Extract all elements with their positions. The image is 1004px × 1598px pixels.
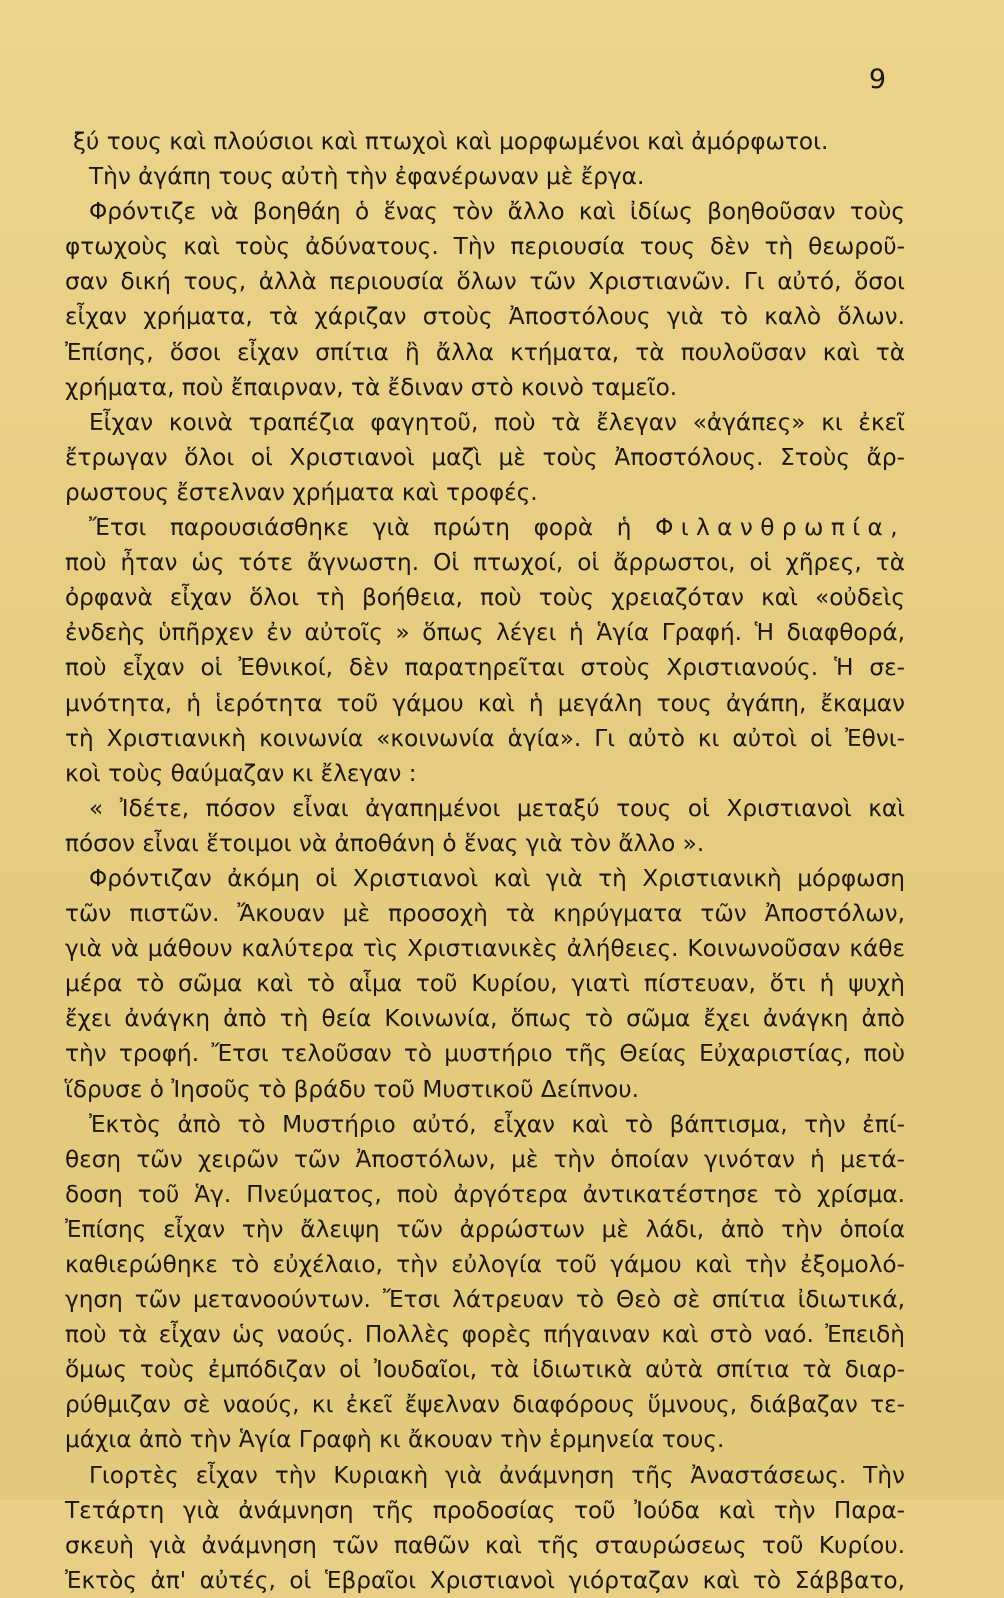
text-line: Ἐπίσης εἶχαν τὴν ἄλειψη τῶν ἀρρώστων μὲ λάδι, ἀπὸ τὴν ὁποία [65, 1215, 905, 1243]
text-line: ποὺ εἶχαν οἱ Ἐθνικοί, δὲν παρατηρεῖται στοὺς Χριστιανούς. Ἡ σε- [65, 654, 905, 682]
text-line-emphasis [65, 510, 905, 545]
text-line: ρωστους ἔστελναν χρήματα καὶ τροφές. [65, 478, 538, 506]
text-line: ὀρφανὰ εἶχαν ὅλοι τὴ βοήθεια, ποὺ τοὺς χρειαζόταν καὶ «οὐδεὶς [65, 584, 905, 612]
text-line: Ἐκτὸς ἀπ' αὐτές, οἱ Ἑβραῖοι Χριστιανοὶ γιόρταζαν καὶ τὸ Σάββατο, [65, 1566, 905, 1594]
text-line: Τετάρτη γιὰ ἀνάμνηση τῆς προδοσίας τοῦ Ἰούδα καὶ τὴν Παρα- [65, 1496, 905, 1524]
text-line: Ἐκτὸς ἀπὸ τὸ Μυστήριο αὐτό, εἶχαν καὶ τὸ βάπτισμα, τὴν ἐπί- [89, 1110, 905, 1138]
text-line: Φρόντιζε νὰ βοηθάη ὁ ἕνας τὸν ἄλλο καὶ ἰδίως βοηθοῦσαν τοὺς [89, 198, 905, 226]
text-line: γηση τῶν μετανοούντων. Ἔτσι λάτρευαν τὸ Θεὸ σὲ σπίτια ἰδιωτικά, [65, 1286, 905, 1314]
text-line: σκευὴ γιὰ ἀνάμνηση τῶν παθῶν καὶ τῆς σταυρώσεως τοῦ Κυρίου. [65, 1531, 905, 1559]
text-line: τὴν τροφή. Ἔτσι τελοῦσαν τὸ μυστήριο τῆς Θείας Εὐχαριστίας, ποὺ [65, 1040, 905, 1068]
text-line: ἔτρωγαν ὅλοι οἱ Χριστιανοὶ μαζὶ μὲ τοὺς Ἀποστόλους. Στοὺς ἄρ- [65, 443, 905, 471]
body-text [65, 124, 905, 1598]
text-line: ρύθμιζαν σὲ ναούς, κι ἐκεῖ ἔψελναν διαφόρους ὕμνους, διάβαζαν τε- [65, 1391, 905, 1419]
text-line: θεση τῶν χειρῶν τῶν Ἀποστόλων, μὲ τὴν ὁποίαν γινόταν ἡ μετά- [65, 1145, 905, 1173]
text-line: φτωχοὺς καὶ τοὺς ἀδύνατους. Τὴν περιουσία τους δὲν τὴ θεωροῦ- [65, 233, 905, 261]
text-line: Ἐπίσης, ὅσοι εἶχαν σπίτια ἢ ἄλλα κτήματα, τὰ πουλοῦσαν καὶ τὰ [65, 338, 905, 366]
text-line: Γιορτὲς εἶχαν τὴν Κυριακὴ γιὰ ἀνάμνηση τῆς Ἀναστάσεως. Τὴν [89, 1461, 905, 1489]
text-line: σαν δική τους, ἀλλὰ περιουσία ὅλων τῶν Χριστιανῶν. Γι αὐτό, ὅσοι [65, 268, 905, 296]
text-line: ἵδρυσε ὁ Ἰησοῦς τὸ βράδυ τοῦ Μυστικοῦ Δείπνου. [65, 1075, 640, 1103]
text-line: Τὴν ἀγάπη τους αὐτὴ τὴν ἐφανέρωναν μὲ ἔργα. [89, 163, 645, 191]
text-line: Φρόντιζαν ἀκόμη οἱ Χριστιανοὶ καὶ γιὰ τὴ Χριστιανικὴ μόρφωση [89, 864, 905, 892]
emphasized-word: Φιλανθρωπία, [655, 514, 906, 542]
page-number: 9 [868, 64, 886, 95]
text-line: ὅμως τοὺς ἐμπόδιζαν οἱ Ἰουδαῖοι, τὰ ἰδιωτικὰ αὐτὰ σπίτια τὰ διαρ- [65, 1356, 905, 1384]
text-line: μάχια ἀπὸ τὴν Ἁγία Γραφὴ κι ἄκουαν τὴν ἑρμηνεία τους. [65, 1426, 725, 1454]
text-line: γιὰ νὰ μάθουν καλύτερα τὶς Χριστιανικὲς ἀλήθειες. Κοινωνοῦσαν κάθε [65, 935, 905, 963]
text-line: τῶν πιστῶν. Ἄκουαν μὲ προσοχὴ τὰ κηρύγματα τῶν Ἀποστόλων, [65, 900, 905, 928]
text-line: μνότητα, ἡ ἱερότητα τοῦ γάμου καὶ ἡ μεγάλη τους ἀγάπη, ἔκαμαν [65, 689, 905, 717]
text-line: ποὺ τὰ εἶχαν ὡς ναούς. Πολλὲς φορὲς πήγαιναν καὶ στὸ ναό. Ἐπειδὴ [65, 1321, 905, 1349]
text-line: Εἶχαν κοινὰ τραπέζια φαγητοῦ, ποὺ τὰ ἔλεγαν «ἀγάπες» κι ἐκεῖ [89, 408, 905, 436]
text-line: καθιερώθηκε τὸ εὐχέλαιο, τὴν εὐλογία τοῦ γάμου καὶ τὴν ἐξομολό- [65, 1251, 905, 1278]
text-line: χρήματα, ποὺ ἔπαιρναν, τὰ ἔδιναν στὸ κοινὸ ταμεῖο. [65, 373, 678, 401]
text-line: ἐνδεὴς ὑπῆρχεν ἐν αὐτοῖς » ὅπως λέγει ἡ Ἁγία Γραφή. Ἡ διαφθορά, [65, 619, 905, 647]
text-line: τὴ Χριστιανικὴ κοινωνία «κοινωνία ἁγία». Γι αὐτὸ κι αὐτοὶ οἱ Ἐθνι- [65, 724, 905, 752]
text-line: ἔχει ἀνάγκη ἀπὸ τὴ θεία Κοινωνία, ὅπως τὸ σῶμα ἔχει ἀνάγκη ἀπὸ [65, 1005, 905, 1033]
quote-line: « Ἰδέτε, πόσον εἶναι ἀγαπημένοι μεταξύ τους οἱ Χριστιανοὶ καὶ [89, 794, 905, 822]
text-line: ποὺ ἦταν ὡς τότε ἄγνωστη. Οἱ πτωχοί, οἱ ἄρρωστοι, οἱ χῆρες, τὰ [65, 549, 905, 577]
quote-line: πόσον εἶναι ἕτοιμοι νὰ ἀποθάνη ὁ ἕνας γιὰ τὸν ἄλλο ». [65, 829, 705, 857]
text-line: εἶχαν χρήματα, τὰ χάριζαν στοὺς Ἀποστόλους γιὰ τὸ καλὸ ὅλων. [65, 303, 905, 331]
text-line: δοση τοῦ Ἁγ. Πνεύματος, ποὺ ἀργότερα ἀντικατέστησε τὸ χρίσμα. [65, 1180, 905, 1208]
text-segment: Ἔτσι παρουσιάσθηκε γιὰ πρώτη φορὰ ἡ [89, 514, 632, 542]
text-line: κοὶ τοὺς θαύμαζαν κι ἔλεγαν : [65, 759, 417, 787]
text-line: ξύ τους καὶ πλούσιοι καὶ πτωχοὶ καὶ μορφωμένοι καὶ ἀμόρφωτοι. [73, 128, 829, 155]
text-line: μέρα τὸ σῶμα καὶ τὸ αἷμα τοῦ Κυρίου, γιατὶ πίστευαν, ὅτι ἡ ψυχὴ [65, 970, 905, 998]
